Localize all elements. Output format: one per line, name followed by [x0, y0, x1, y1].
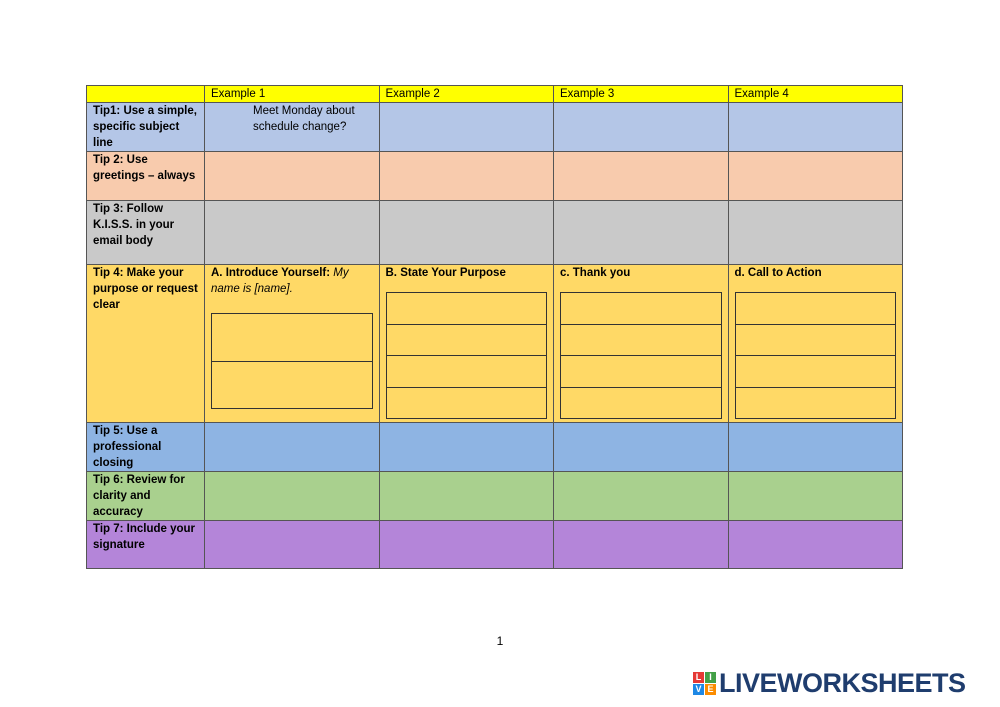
answer-box[interactable]	[735, 292, 897, 325]
call-to-action-answer-boxes	[735, 292, 897, 419]
tip2-example-1-cell[interactable]	[205, 152, 380, 201]
tip4-example-3-cell	[554, 265, 729, 423]
liveworksheets-logo-text: LIVEWORKSHEETS	[719, 667, 966, 698]
header-example-2: Example 2	[379, 86, 554, 103]
page-number: 1	[496, 634, 504, 648]
tips-worksheet-table	[86, 85, 903, 569]
logo-letter: L	[693, 672, 704, 683]
answer-box[interactable]	[735, 387, 897, 420]
liveworksheets-logo-icon	[693, 672, 716, 695]
tip2-example-2-cell[interactable]	[379, 152, 554, 201]
tip-label-2: Tip 2: Use greetings – always	[87, 152, 205, 201]
tip1-example-2-cell[interactable]	[379, 103, 554, 152]
answer-box[interactable]	[560, 324, 722, 357]
state-purpose-label: B. State Your Purpose	[385, 267, 506, 279]
answer-box[interactable]	[386, 292, 548, 325]
header-corner-cell	[87, 86, 205, 103]
tip4-example-2-cell	[379, 265, 554, 423]
answer-box[interactable]	[735, 355, 897, 388]
header-example-4: Example 4	[728, 86, 903, 103]
tip6-example-2-cell[interactable]	[379, 472, 554, 521]
introduce-yourself-hint: My name is [name].	[211, 267, 349, 295]
tip5-example-1-cell[interactable]	[205, 423, 380, 472]
tip-label-7: Tip 7: Include your signature	[87, 521, 205, 569]
tip-row-5	[87, 423, 903, 472]
answer-box[interactable]	[386, 387, 548, 420]
call-to-action-label: d. Call to Action	[734, 267, 822, 279]
tip2-example-3-cell[interactable]	[554, 152, 729, 201]
answer-box[interactable]	[386, 324, 548, 357]
tip-row-6	[87, 472, 903, 521]
tip4-example-1-cell	[205, 265, 380, 423]
tip7-example-2-cell[interactable]	[379, 521, 554, 569]
tip1-example-3-cell[interactable]	[554, 103, 729, 152]
tip3-example-1-cell[interactable]	[205, 201, 380, 265]
tip1-example-4-cell[interactable]	[728, 103, 903, 152]
answer-box[interactable]	[211, 361, 373, 410]
logo-letter: E	[705, 684, 716, 695]
header-row	[87, 86, 903, 103]
tip6-example-3-cell[interactable]	[554, 472, 729, 521]
tip-row-2	[87, 152, 903, 201]
tip3-example-3-cell[interactable]	[554, 201, 729, 265]
tip-label-4: Tip 4: Make your purpose or request clear	[87, 265, 205, 423]
tip-label-3: Tip 3: Follow K.I.S.S. in your email body	[87, 201, 205, 265]
tip7-example-3-cell[interactable]	[554, 521, 729, 569]
tip6-example-1-cell[interactable]	[205, 472, 380, 521]
answer-box[interactable]	[560, 292, 722, 325]
tip-label-6: Tip 6: Review for clarity and accuracy	[87, 472, 205, 521]
purpose-answer-boxes	[386, 292, 548, 419]
tip5-example-2-cell[interactable]	[379, 423, 554, 472]
answer-box[interactable]	[386, 355, 548, 388]
introduce-answer-boxes	[211, 313, 373, 409]
answer-box[interactable]	[560, 355, 722, 388]
tip3-example-4-cell[interactable]	[728, 201, 903, 265]
answer-box[interactable]	[735, 324, 897, 357]
tip6-example-4-cell[interactable]	[728, 472, 903, 521]
tip-row-7	[87, 521, 903, 569]
introduce-yourself-label: A. Introduce Yourself:	[211, 267, 331, 279]
subject-line-example: Meet Monday about schedule change?	[253, 105, 355, 133]
header-example-1: Example 1	[205, 86, 380, 103]
tip7-example-1-cell[interactable]	[205, 521, 380, 569]
tip1-example-1-cell[interactable]	[205, 103, 380, 152]
tip-row-3	[87, 201, 903, 265]
answer-box[interactable]	[560, 387, 722, 420]
answer-box[interactable]	[211, 313, 373, 362]
tip-label-5: Tip 5: Use a professional closing	[87, 423, 205, 472]
tip-label-1: Tip1: Use a simple, specific subject line	[87, 103, 205, 152]
tip-row-1	[87, 103, 903, 152]
tip2-example-4-cell[interactable]	[728, 152, 903, 201]
logo-letter: I	[705, 672, 716, 683]
thank-you-answer-boxes	[560, 292, 722, 419]
logo-letter: V	[693, 684, 704, 695]
tip5-example-3-cell[interactable]	[554, 423, 729, 472]
tip7-example-4-cell[interactable]	[728, 521, 903, 569]
header-example-3: Example 3	[554, 86, 729, 103]
tip3-example-2-cell[interactable]	[379, 201, 554, 265]
tip5-example-4-cell[interactable]	[728, 423, 903, 472]
liveworksheets-logo	[693, 668, 966, 698]
tip-row-4	[87, 265, 903, 423]
tip4-example-4-cell	[728, 265, 903, 423]
thank-you-label: c. Thank you	[560, 267, 631, 279]
